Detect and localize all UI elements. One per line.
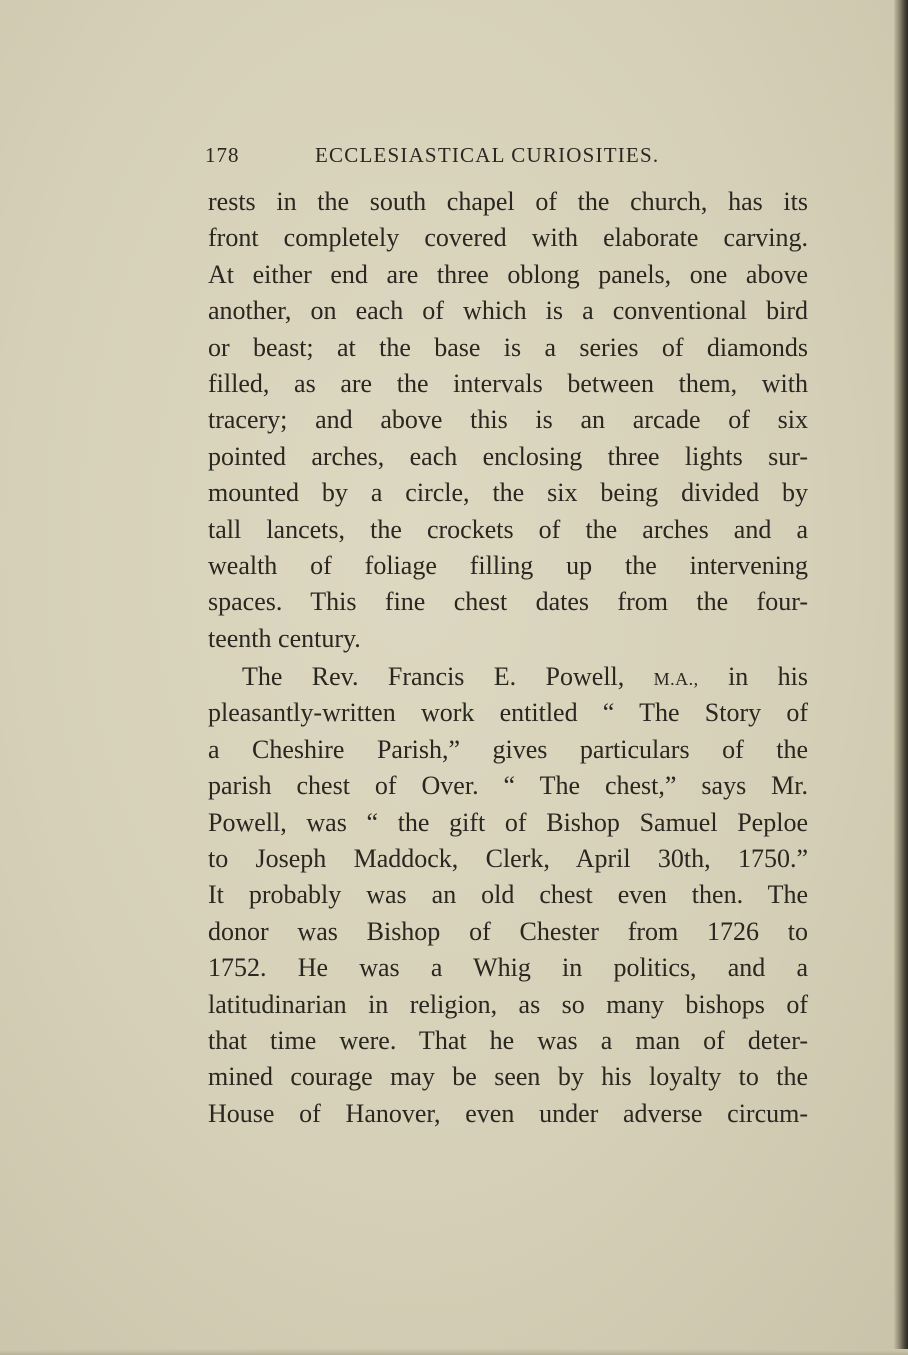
page-bottom-edge bbox=[0, 1349, 908, 1355]
text-line: front completely covered with elaborate carving. bbox=[208, 223, 808, 253]
body-text bbox=[208, 184, 808, 1132]
page-edge-shadow bbox=[894, 0, 908, 1355]
text-line: latitudinarian in religion, as so many bishops of bbox=[208, 989, 808, 1019]
text-line: It probably was an old chest even then. The bbox=[208, 880, 808, 910]
paragraph-1 bbox=[208, 184, 808, 657]
text-line: wealth of foliage filling up the intervening bbox=[208, 550, 808, 580]
text-line: another, on each of which is a conventional bird bbox=[208, 296, 808, 326]
text-line: pleasantly-written work entitled “ The Story of bbox=[208, 698, 808, 728]
text-line: or beast; at the base is a series of diamonds bbox=[208, 332, 808, 362]
text-line: mounted by a circle, the six being divided by bbox=[208, 478, 808, 508]
text-line: At either end are three oblong panels, one above bbox=[208, 259, 808, 289]
degree-abbreviation: M.A., bbox=[653, 669, 699, 690]
text-line: pointed arches, each enclosing three lights sur- bbox=[208, 441, 808, 471]
text-line: tall lancets, the crockets of the arches and a bbox=[208, 514, 808, 544]
paragraph-2 bbox=[208, 659, 808, 1132]
page-number: 178 bbox=[205, 143, 240, 167]
text-line: 1752. He was a Whig in politics, and a bbox=[208, 953, 808, 983]
text-line: a Cheshire Parish,” gives particulars of the bbox=[208, 734, 808, 764]
text-line: teenth century. bbox=[208, 623, 361, 653]
text-line: parish chest of Over. “ The chest,” says Mr. bbox=[208, 771, 808, 801]
text-line: Powell, was “ the gift of Bishop Samuel Peploe bbox=[208, 807, 808, 837]
line-start: The Rev. Francis E. Powell, bbox=[242, 662, 625, 692]
line-end: in his bbox=[728, 662, 809, 692]
text-line: House of Hanover, even under adverse circum- bbox=[208, 1098, 808, 1128]
text-line: tracery; and above this is an arcade of six bbox=[208, 405, 808, 435]
page-header bbox=[205, 143, 805, 171]
text-line: rests in the south chapel of the church, has its bbox=[208, 187, 808, 216]
text-line: that time were. That he was a man of deter- bbox=[208, 1025, 808, 1055]
running-head: ECCLESIASTICAL CURIOSITIES. bbox=[315, 143, 660, 167]
text-line-first bbox=[208, 659, 808, 695]
text-line: to Joseph Maddock, Clerk, April 30th, 1750.” bbox=[208, 844, 808, 874]
text-line: mined courage may be seen by his loyalty to the bbox=[208, 1062, 808, 1092]
text-line: donor was Bishop of Chester from 1726 to bbox=[208, 916, 808, 946]
text-line: spaces. This fine chest dates from the four- bbox=[208, 587, 808, 617]
text-line: filled, as are the intervals between them, with bbox=[208, 368, 808, 398]
